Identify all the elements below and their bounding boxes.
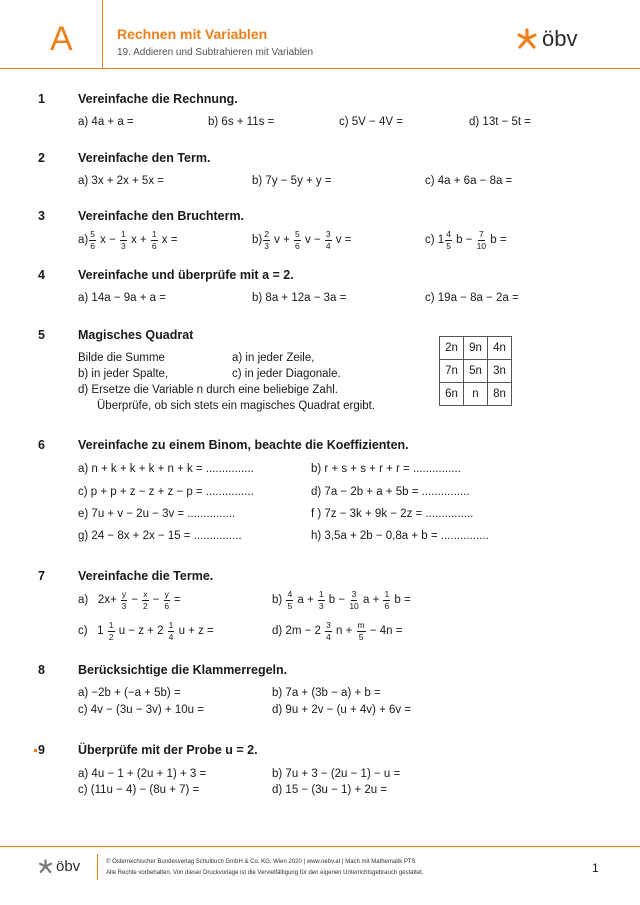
exercise-item: a) 3x + 2x + 5x = [78, 175, 164, 187]
term-text: b = [391, 594, 411, 607]
exercise-item: b) 6s + 11s = [208, 116, 275, 128]
task-number: 1 [38, 92, 45, 106]
term-text: a + [294, 594, 317, 607]
term-text: v = [332, 234, 352, 247]
term-text: b = [487, 234, 507, 247]
exercise-item: c) 4v − (3u − 3v) + 10u = [78, 704, 204, 716]
term-text: 1 [434, 234, 445, 247]
square-cell: 4n [488, 337, 512, 360]
task-title: Magisches Quadrat [78, 328, 194, 342]
fraction-item [78, 621, 214, 641]
fraction: $\frac{4}{5}$ [446, 229, 451, 251]
item-label: b) [252, 234, 263, 247]
fraction: $\frac{1}{3}$ [318, 589, 324, 611]
square-cell: 2n [440, 337, 464, 360]
exercise-item: f ) 7z − 3k + 9k − 2z = ............... [311, 508, 474, 520]
item-label: c) [425, 234, 435, 247]
task-number: 2 [38, 151, 45, 165]
term-text: − 4n = [366, 625, 403, 638]
square-cell: 8n [488, 383, 512, 406]
footer-logo-text: öbv [56, 858, 81, 875]
item-label: b) [272, 594, 283, 607]
task-number: 4 [38, 268, 45, 282]
task-text: b) in jeder Spalte, [78, 368, 169, 380]
term-text: x − [96, 234, 120, 247]
square-cell: 7n [440, 360, 464, 383]
copyright-text: © Österreichischer Bundesverlag Schulbuch GmbH & Co. KG, Wien 2020 | www.oebv.at | Mach mit Mathematik PTS [106, 859, 416, 865]
square-cell: n [464, 383, 488, 406]
chapter-letter: A [50, 20, 73, 58]
exercise-item: c) (11u − 4) − (8u + 7) = [78, 784, 200, 796]
fraction: $\frac{7}{10}$ [476, 229, 487, 251]
task-title: Vereinfache und überprüfe mit a = 2. [78, 268, 294, 282]
task-title: Vereinfache den Term. [78, 151, 211, 165]
fraction-item [78, 590, 181, 610]
page-number: 1 [592, 861, 599, 875]
term-text: u − z + 2 [115, 625, 167, 638]
fraction: $\frac{1}{6}$ [151, 229, 157, 251]
fraction: $\frac{m}{5}$ [357, 620, 365, 642]
fraction: $\frac{y}{3}$ [121, 589, 127, 611]
rights-text: Alle Rechte vorbehalten. Von dieser Druckvorlage ist die Vervielfältigung für den eigenen Unterrichtsgebrauch gestattet. [106, 870, 424, 876]
exercise-item: b) 8a + 12a − 3a = [252, 292, 347, 304]
fraction: $\frac{y}{6}$ [164, 589, 170, 611]
task-title: Vereinfache den Bruchterm. [78, 209, 245, 223]
page-title: Rechnen mit Variablen [117, 26, 268, 42]
term-text [282, 594, 285, 606]
item-label: c) [78, 625, 88, 638]
fraction: $\frac{4}{5}$ [287, 589, 293, 611]
task-number: 6 [38, 438, 45, 452]
exercise-item: a) −2b + (−a + 5b) = [78, 687, 181, 699]
fraction-item [252, 230, 351, 250]
item-label: a) [78, 594, 89, 607]
fraction: $\frac{5}{6}$ [295, 229, 300, 251]
task-text: Überprüfe, ob sich stets ein magisches Quadrat ergibt. [97, 400, 376, 412]
task-title: Überprüfe mit der Probe u = 2. [78, 743, 258, 757]
item-label: d) [272, 625, 283, 638]
footer-rule [0, 846, 640, 847]
magic-square [439, 336, 512, 406]
task-number: 7 [38, 569, 45, 583]
task-number: 5 [38, 328, 45, 342]
exercise-item: b) 7u + 3 − (2u − 1) − u = [272, 768, 401, 780]
term-text: v + [270, 234, 294, 247]
term-text: 2m − 2 [282, 625, 325, 638]
fraction: $\frac{2}{3}$ [264, 229, 269, 251]
task-number: 8 [38, 663, 45, 677]
header-divider [102, 0, 103, 68]
exercise-item: d) 7a − 2b + a + 5b = ............... [311, 486, 470, 498]
fraction-item [272, 590, 411, 610]
term-text: u + z = [175, 625, 214, 638]
term-text: n + [332, 625, 356, 638]
term-text: b − [325, 594, 349, 607]
item-label: a) [78, 234, 89, 247]
exercise-item: b) r + s + s + r + r = ............... [311, 463, 461, 475]
task-title: Berücksichtige die Klammerregeln. [78, 663, 288, 677]
term-text: b − [452, 234, 476, 247]
exercise-item: b) 7y − 5y + y = [252, 175, 332, 187]
exercise-item: a) n + k + k + k + n + k = ............... [78, 463, 254, 475]
header-rule [0, 68, 640, 69]
star-logo-icon [516, 28, 538, 50]
square-cell: 9n [464, 337, 488, 360]
exercise-item: d) 13t − 5t = [469, 116, 532, 128]
term-text: 2x+ [88, 594, 120, 607]
fraction: $\frac{x}{2}$ [143, 589, 148, 611]
term-text: v − [301, 234, 324, 247]
square-cell: 3n [488, 360, 512, 383]
exercise-item: d) 9u + 2v − (u + 4v) + 6v = [272, 704, 412, 716]
term-text: 1 [87, 625, 107, 638]
page-subtitle: 19. Addieren und Subtrahieren mit Variablen [117, 47, 314, 58]
term-text: − [149, 594, 163, 607]
logo-text: öbv [542, 26, 578, 51]
square-cell: 5n [464, 360, 488, 383]
fraction: $\frac{1}{2}$ [108, 620, 114, 642]
fraction-item [78, 230, 177, 250]
task-title: Vereinfache zu einem Binom, beachte die Koeffizienten. [78, 438, 409, 452]
task-number: 3 [38, 209, 45, 223]
exercise-item: d) 15 − (3u − 1) + 2u = [272, 784, 388, 796]
fraction-item [425, 230, 507, 250]
star-logo-icon [38, 859, 53, 874]
fraction: $\frac{3}{4}$ [325, 229, 331, 251]
task-number: 9 [38, 743, 45, 757]
task-title: Vereinfache die Rechnung. [78, 92, 238, 106]
oebv-logo [516, 28, 577, 50]
fraction: $\frac{3}{10}$ [349, 589, 359, 611]
footer-logo [38, 858, 80, 875]
exercise-item: c) 19a − 8a − 2a = [425, 292, 519, 304]
fraction: $\frac{5}{6}$ [90, 229, 95, 251]
term-text: − [128, 594, 142, 607]
marker-dot [34, 749, 37, 752]
exercise-item: c) p + p + z − z + z − p = ............... [78, 486, 254, 498]
exercise-item: a) 14a − 9a + a = [78, 292, 166, 304]
square-cell: 6n [440, 383, 464, 406]
term-text: a + [359, 594, 383, 607]
exercise-item: c) 5V − 4V = [339, 116, 403, 128]
task-text: d) Ersetze die Variable n durch eine beliebige Zahl. [78, 384, 338, 396]
fraction: $\frac{1}{3}$ [121, 229, 126, 251]
exercise-item: h) 3,5a + 2b − 0,8a + b = ............... [311, 530, 489, 542]
fraction: $\frac{1}{4}$ [168, 620, 174, 642]
fraction-item [272, 621, 402, 641]
term-text: x + [127, 234, 150, 247]
task-text: c) in jeder Diagonale. [232, 368, 341, 380]
term-text: = [170, 594, 181, 607]
task-title: Vereinfache die Terme. [78, 569, 214, 583]
exercise-item: e) 7u + v − 2u − 3v = ............... [78, 508, 236, 520]
task-text: Bilde die Summe [78, 352, 165, 364]
exercise-item: a) 4a + a = [78, 116, 134, 128]
fraction: $\frac{3}{4}$ [326, 620, 331, 642]
exercise-item: b) 7a + (3b − a) + b = [272, 687, 381, 699]
footer-divider [97, 854, 98, 880]
term-text: x = [158, 234, 178, 247]
exercise-item: a) 4u − 1 + (2u + 1) + 3 = [78, 768, 207, 780]
exercise-item: c) 4a + 6a − 8a = [425, 175, 513, 187]
task-text: a) in jeder Zeile, [232, 352, 315, 364]
fraction: $\frac{1}{6}$ [384, 589, 390, 611]
exercise-item: g) 24 − 8x + 2x − 15 = ............... [78, 530, 242, 542]
